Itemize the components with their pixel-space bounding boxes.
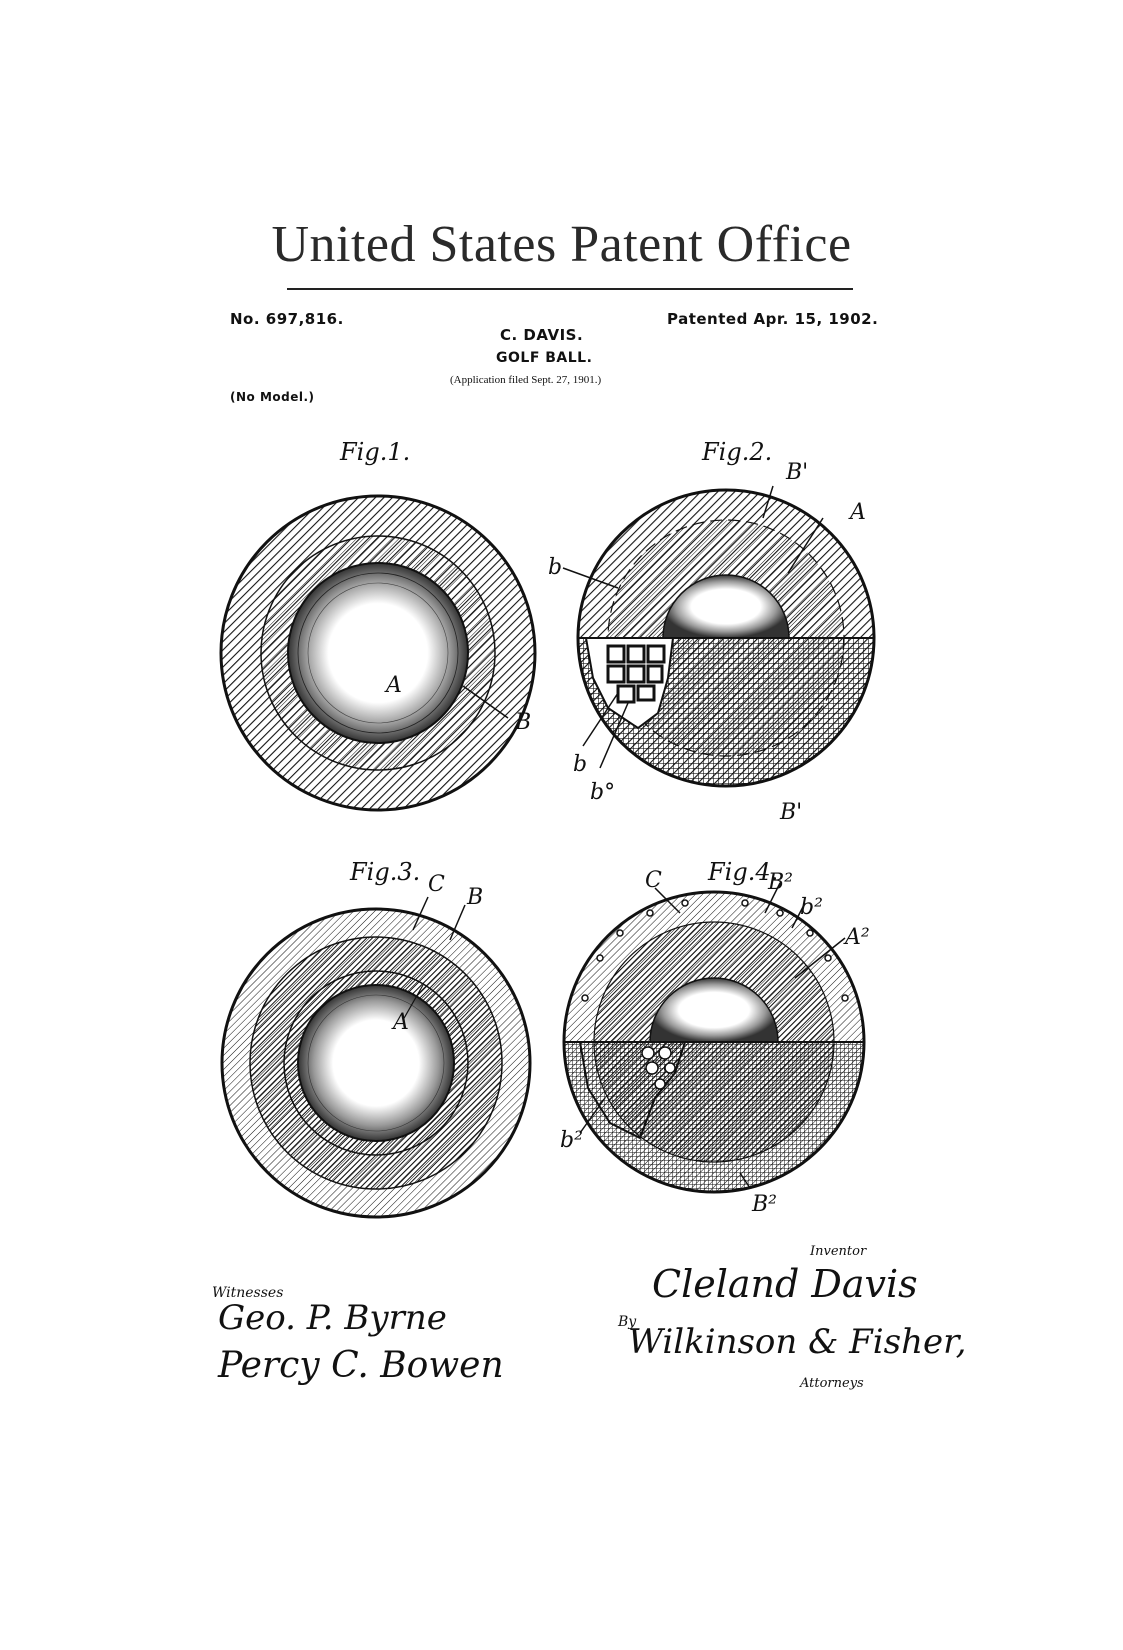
fig-3-letter-c: C: [428, 872, 445, 897]
fig-3-letter-a: A: [393, 1010, 409, 1035]
inventor-signature: Cleland Davis: [652, 1262, 918, 1306]
by-label: By: [618, 1314, 637, 1330]
witness-signature-1: Geo. P. Byrne: [218, 1298, 447, 1338]
invention-title: GOLF BALL.: [496, 350, 593, 366]
fig-1-drawing: [218, 493, 538, 813]
fig-2-letter-b-degree: b°: [590, 780, 616, 805]
attorneys-label: Attorneys: [800, 1376, 864, 1391]
fig-2-letter-b-upper: b: [548, 555, 563, 580]
office-title: United States Patent Office: [271, 216, 852, 273]
witnesses-label: Witnesses: [212, 1285, 284, 1301]
fig-1-letter-b: B: [515, 710, 532, 735]
fig-4-letter-small-b2-top: b²: [800, 895, 823, 920]
fig-2-letter-b-prime-bottom: B': [780, 800, 803, 825]
fig-4-letter-a2: A²: [845, 925, 870, 950]
application-note: (Application filed Sept. 27, 1901.): [450, 374, 602, 386]
fig-4-letter-small-b2-bottom: b²: [560, 1128, 583, 1153]
fig-4-letter-c: C: [645, 868, 662, 893]
fig-4-label: Fig.4.: [708, 858, 779, 886]
fig-4-drawing: [560, 888, 870, 1208]
fig-1-label: Fig.1.: [340, 438, 411, 466]
fig-2-letter-b-lower: b: [573, 752, 588, 777]
fig-4-letter-b2-top: B²: [768, 870, 793, 895]
model-note: (No Model.): [230, 390, 315, 404]
patent-number: No. 697,816.: [230, 310, 344, 328]
fig-2-letter-b-prime-top: B': [786, 460, 809, 485]
patented-date: Patented Apr. 15, 1902.: [667, 310, 879, 328]
witness-signature-2: Percy C. Bowen: [218, 1345, 504, 1386]
fig-3-label: Fig.3.: [350, 858, 421, 886]
inventor-label: Inventor: [810, 1244, 867, 1259]
fig-2-label: Fig.2.: [702, 438, 773, 466]
fig-3-drawing: [218, 905, 534, 1221]
attorneys-signature: Wilkinson & Fisher,: [628, 1322, 967, 1362]
fig-2-drawing: [578, 478, 878, 808]
fig-4-letter-b2-bottom: B²: [752, 1192, 777, 1217]
inventor-name: C. DAVIS.: [500, 326, 584, 344]
fig-1-letter-a: A: [386, 673, 402, 698]
fig-3-letter-b: B: [467, 885, 484, 910]
fig-2-letter-a: A: [850, 500, 866, 525]
title-rule: [287, 288, 853, 290]
